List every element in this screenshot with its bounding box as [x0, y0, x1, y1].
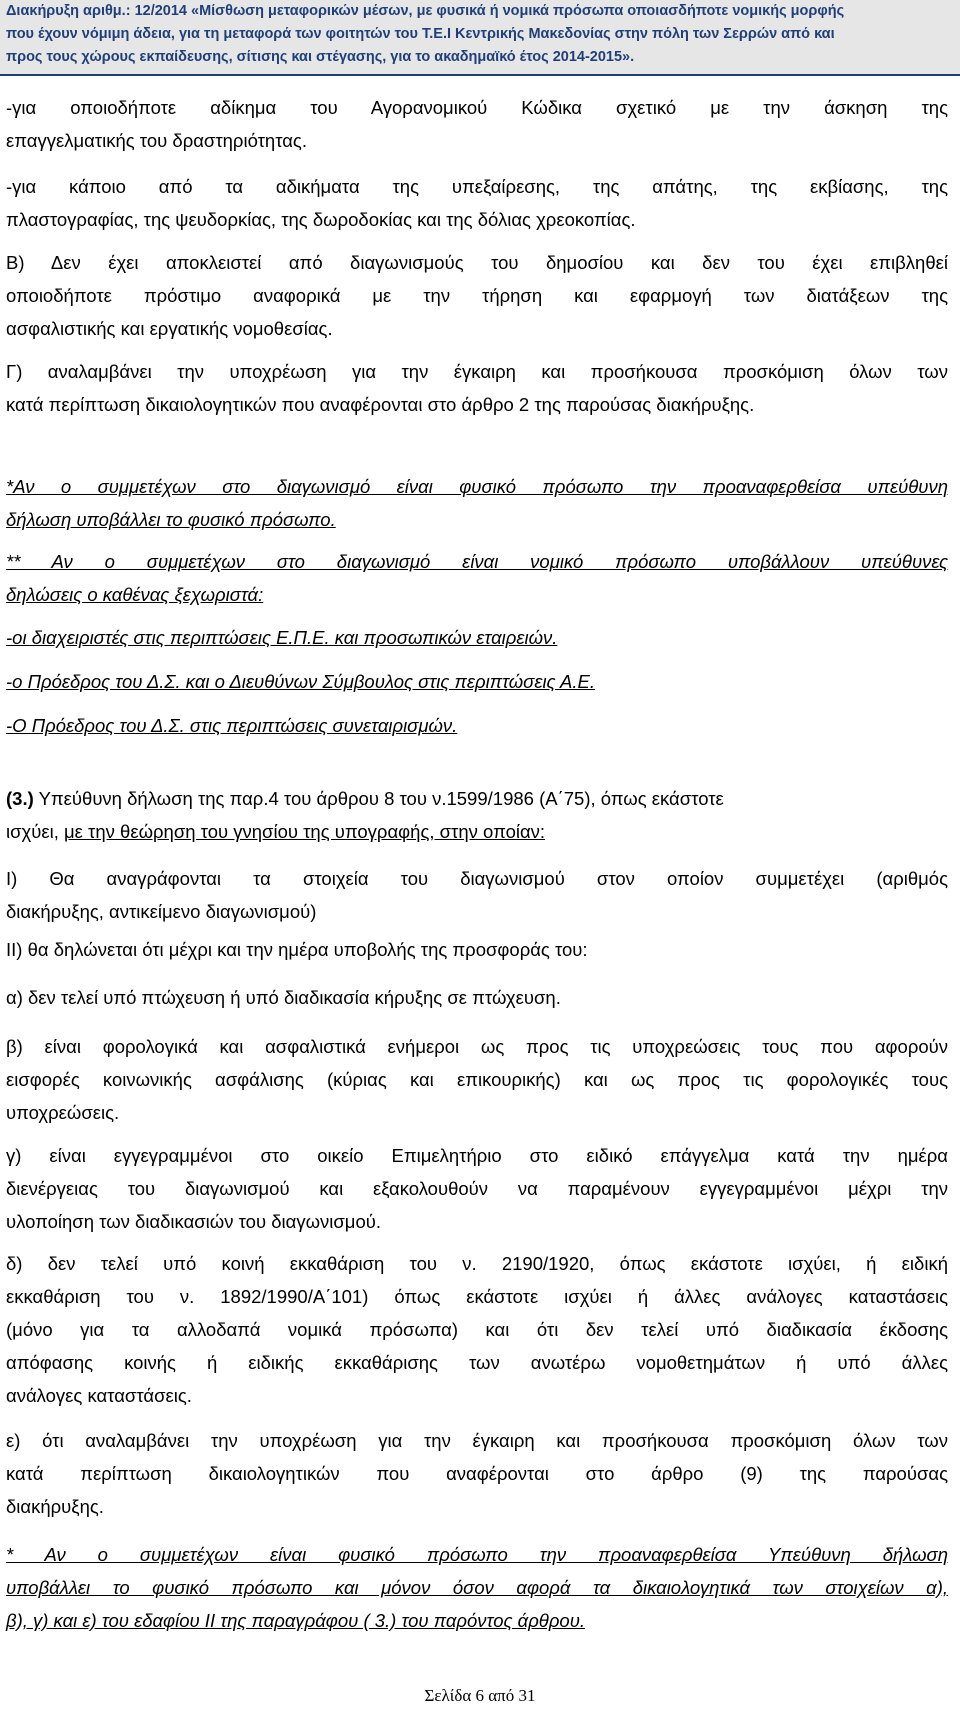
paragraph-offenses-list: -για κάποιο από τα αδικήματα της υπεξαίρεσης, της απάτης, της εκβίασης, της πλαστογραφίας, της ψευδορκίας, της δωροδοκίας και της δόλιας χρεοκοπίας.	[6, 176, 948, 230]
item-b: β) είναι φορολογικά και ασφαλιστικά ενήμεροι ως προς τις υποχρεώσεις τους που αφορούν εισφορές κοινωνικής ασφάλισης (κύριας και επικουρικής) και ως προς τις φορολογικές τους υποχρεώσεις.	[6, 1036, 948, 1123]
header-line: που έχουν νόμιμη άδεια, για τη μεταφορά των φοιτητών του Τ.Ε.Ι Κεντρικής Μακεδονίας στην πόλη των Σερρών από και	[6, 26, 835, 42]
item-a: α) δεν τελεί υπό πτώχευση ή υπό διαδικασία κήρυξης σε πτώχευση.	[6, 987, 561, 1008]
item-c: γ) είναι εγγεγραμμένοι στο οικείο Επιμελητήριο στο ειδικό επάγγελμα κατά την ημέρα διενέργειας του διαγωνισμού και εξακολουθούν να παραμένουν εγγεγραμμένοι μέχρι την υλοποίηση των διαδικασιών του διαγωνισμού.	[6, 1145, 948, 1232]
page-number: Σελίδα 6 από 31	[424, 1686, 536, 1705]
note-natural-person-docs: * Αν ο συμμετέχων είναι φυσικό πρόσωπο την προαναφερθείσα Υπεύθυνη δήλωση υποβάλλει το φυσικό πρόσωπο και μόνον όσον αφορά τα δικαιολογητικά των στοιχείων α), β), γ) και ε) του εδαφίου ΙΙ της παραγράφου ( 3.) του παρόντος άρθρου.	[6, 1544, 948, 1631]
paragraph-c: Γ) αναλαμβάνει την υποχρέωση για την έγκαιρη και προσήκουσα προσκόμιση όλων των κατά περίπτωση δικαιολογητικών που αναφέρονται στο άρθρο 2 της παρούσας διακήρυξης.	[6, 361, 948, 415]
paragraph-offense-market-code: -για οποιοδήποτε αδίκημα του Αγορανομικού Κώδικα σχετικό με την άσκηση της επαγγελματικής του δραστηριότητας.	[6, 97, 948, 151]
paragraph-b: Β) Δεν έχει αποκλειστεί από διαγωνισμούς του δημοσίου και δεν του έχει επιβληθεί οποιοδήποτε πρόστιμο αναφορικά με την τήρηση και εφαρμογή των διατάξεων της ασφαλιστικής και εργατικής νομοθεσίας.	[6, 252, 948, 339]
header-line: προς τους χώρους εκπαίδευσης, σίτισης και στέγασης, για το ακαδημαϊκό έτος 2014-2015».	[6, 49, 635, 65]
section-number: (3.)	[6, 788, 34, 809]
item-i: Ι) Θα αναγράφονται τα στοιχεία του διαγωνισμού στον οποίον συμμετέχει (αριθμός διακήρυξης, αντικείμενο διαγωνισμού)	[6, 868, 948, 922]
item-e: ε) ότι αναλαμβάνει την υποχρέωση για την έγκαιρη και προσήκουσα προσκόμιση όλων των κατά περίπτωση δικαιολογητικών που αναφέρονται στο άρθρο (9) της παρούσας διακήρυξης.	[6, 1430, 948, 1517]
document-header	[0, 0, 960, 76]
item-ii: ΙΙ) θα δηλώνεται ότι μέχρι και την ημέρα υποβολής της προσφοράς του:	[6, 939, 588, 960]
note-legal-person: ** Αν ο συμμετέχων στο διαγωνισμό είναι νομικό πρόσωπο υποβάλλουν υπεύθυνες δηλώσεις ο καθένας ξεχωριστά:	[6, 551, 948, 605]
item-d: δ) δεν τελεί υπό κοινή εκκαθάριση του ν. 2190/1920, όπως εκάστοτε ισχύει, ή ειδική εκκαθάριση του ν. 1892/1990/Α΄101) όπως εκάστοτε ισχύει ή άλλες ανάλογες καταστάσεις (μόνο για τα αλλοδαπά νομικά πρόσωπα) και ότι δεν τελεί υπό διαδικασία έκδοσης απόφασης κοινής ή ειδικής εκκαθάρισης των ανωτέρω νομοθετημάτων ή υπό άλλες ανάλογες καταστάσεις.	[6, 1253, 948, 1406]
note-natural-person: *Αν ο συμμετέχων στο διαγωνισμό είναι φυσικό πρόσωπο την προαναφερθείσα υπεύθυνη δήλωση υποβάλλει το φυσικό πρόσωπο.	[6, 476, 948, 530]
header-line: Διακήρυξη αριθμ.: 12/2014 «Μίσθωση μεταφορικών μέσων, με φυσικά ή νομικά πρόσωπα οποιασδήποτε νομικής μορφής	[6, 3, 845, 19]
section-3-declaration: (3.) Υπεύθυνη δήλωση της παρ.4 του άρθρου 8 του ν.1599/1986 (Α΄75), όπως εκάστοτε ισχύει, με την θεώρηση του γνησίου της υπογραφής, στην οποίαν:	[6, 788, 724, 842]
note-president-ceo: -ο Πρόεδρος του Δ.Σ. και ο Διευθύνων Σύμβουλος στις περιπτώσεις Α.Ε.	[6, 671, 595, 692]
note-cooperatives: -Ο Πρόεδρος του Δ.Σ. στις περιπτώσεις συνεταιρισμών.	[6, 715, 458, 736]
note-managers: -οι διαχειριστές στις περιπτώσεις Ε.Π.Ε. και προσωπικών εταιρειών.	[6, 627, 558, 648]
